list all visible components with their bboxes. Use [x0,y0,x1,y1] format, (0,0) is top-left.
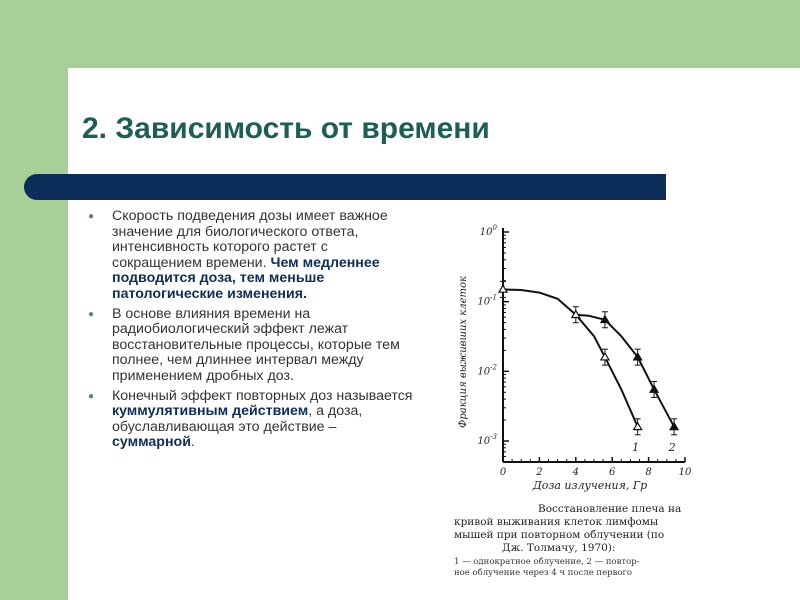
y-tick-label: $10^{-1}$ [477,293,497,308]
series-1-point [634,423,642,430]
x-tick-label: 4 [572,467,579,478]
y-tick-label: $10^{-3}$ [477,433,497,448]
bullet-text: Скорость подведения дозы имеет важное значение для биологического ответа, интенсивность которого растет с сокращением времени. [112,208,388,271]
slide-title: 2. Зависимость от времени [82,112,490,145]
bullet-list [88,209,418,455]
caption-line: Восстановление плеча на [538,503,682,515]
series-2-label: 2 [668,440,676,454]
series-1-point [601,353,609,360]
bullet-item [88,389,418,451]
bullet-item [88,307,418,385]
x-tick-label: 10 [678,467,692,478]
y-tick-label: $10^0$ [479,224,497,238]
survival-curve-figure [448,210,728,580]
title-underline-bar [24,174,666,200]
x-tick-label: 2 [536,467,543,478]
bullet-dot-icon: ● [88,308,95,320]
bullet-text-end: . [190,434,195,451]
series-1-line [503,289,638,426]
x-axis-label: Доза излучения, Гр [532,479,648,492]
caption-line: мышей при повторном облучении (по [454,529,665,541]
survival-chart [448,210,728,580]
green-top-band [0,0,800,68]
y-axis-label: Фракция выживших клеток [458,276,469,428]
bullet-bold-text: суммарной [112,434,191,451]
bullet-text: Конечный эффект повторных доз называется [112,387,413,404]
x-tick-label: 6 [609,467,616,478]
x-tick-label: 0 [499,467,507,478]
x-tick-label: 8 [645,467,652,478]
bullet-bold-text: куммулятивным действием [112,403,309,420]
caption-line: ное облучение через 4 ч после первого [454,568,633,578]
caption-line: 1 — однократное облучение, 2 — повтор- [454,557,640,567]
bullet-text: В основе влияния времени на радиобиологический эффект лежат восстановительные процессы, которые тем полнее, чем длиннее интервал между применением дробных доз. [112,305,400,384]
y-tick-label: $10^{-2}$ [477,363,497,378]
bullet-bold-text: Чем медленнее подводится доза, тем меньше патологические изменения. [112,254,380,302]
series-2-point [650,385,658,392]
caption-line: Дж. Толмачу, 1970): [502,542,616,554]
series-1-label: 1 [632,440,640,454]
caption-line: кривой выживания клеток лимфомы [454,516,659,528]
bullet-text-tail: , а доза, обуславливающая это действие – [112,403,363,435]
green-side-band [0,0,68,600]
series-2-point [670,423,678,430]
bullet-dot-icon: ● [88,211,95,222]
bullet-dot-icon: ● [88,390,95,402]
bullet-item [88,209,418,303]
